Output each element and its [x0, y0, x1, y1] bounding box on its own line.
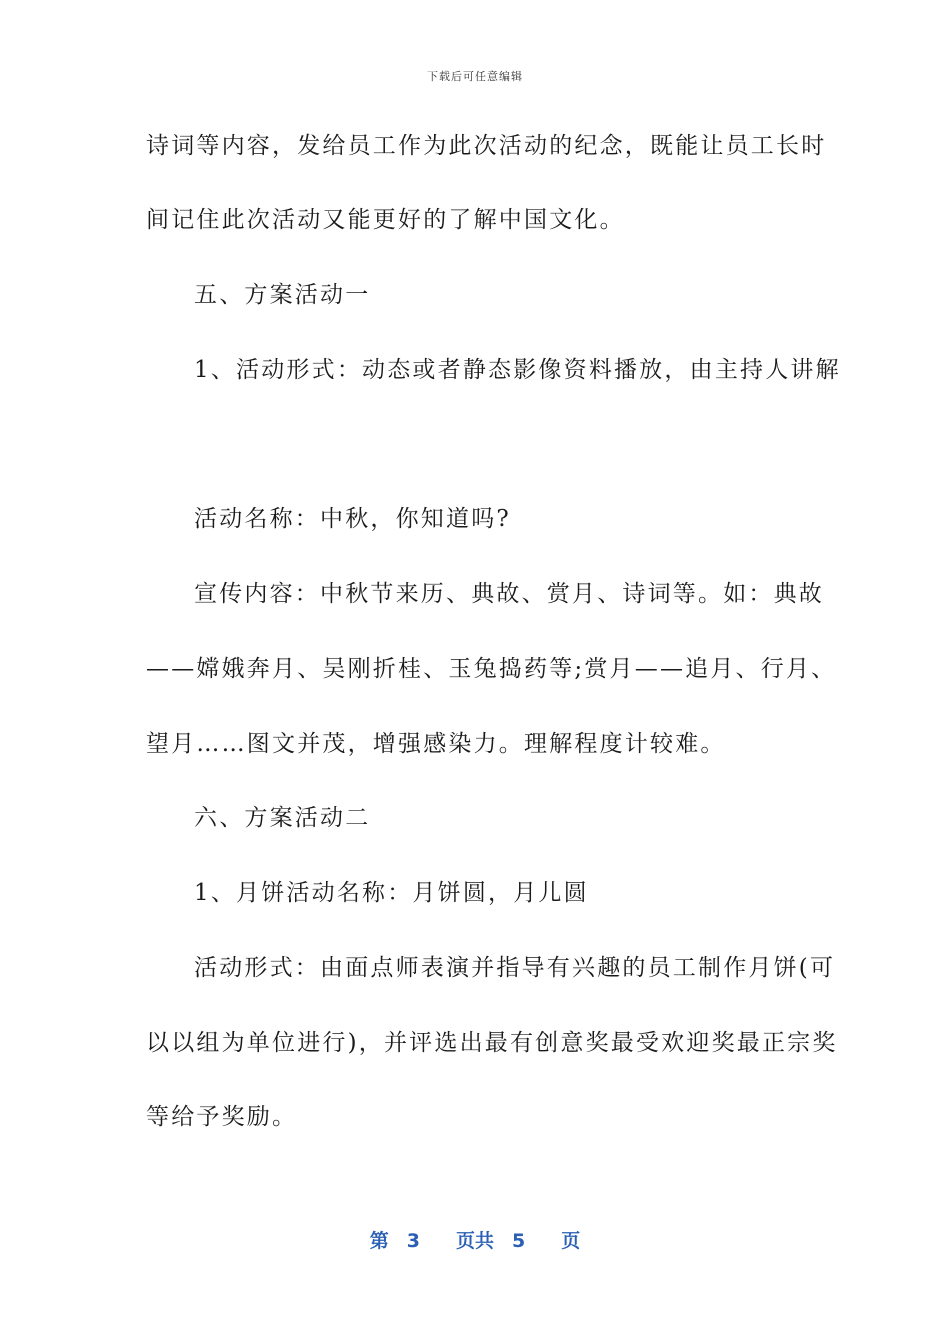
body-line-promo-content: 宣传内容：中秋节来历、典故、赏月、诗词等。如：典故 — [194, 581, 824, 607]
page-footer — [0, 1226, 950, 1253]
body-line-activity-form-2: 活动形式：由面点师表演并指导有兴趣的员工制作月饼(可 — [194, 955, 836, 981]
body-line-promo-content-cont-1: ——嫦娥奔月、吴刚折桂、玉兔捣药等;赏月——追月、行月、 — [146, 656, 837, 682]
body-line-2: 间记住此次活动又能更好的了解中国文化。 — [146, 207, 625, 233]
page-label-suffix: 页 — [561, 1230, 581, 1252]
body-line-activity-form-1: 1、活动形式：动态或者静态影像资料播放，由主持人讲解 — [194, 357, 841, 383]
section-heading-5: 五、方案活动一 — [194, 282, 371, 308]
body-line-mooncake-name: 1、月饼活动名称：月饼圆，月儿圆 — [194, 880, 589, 906]
page-label-prefix: 第 — [369, 1230, 389, 1252]
body-line-activity-form-2-cont-2: 等给予奖励。 — [146, 1104, 298, 1130]
body-line-activity-name-1: 活动名称：中秋，你知道吗? — [194, 506, 511, 532]
body-line-activity-form-2-cont-1: 以以组为单位进行)，并评选出最有创意奖最受欢迎奖最正宗奖 — [146, 1030, 838, 1056]
current-page-number: 3 — [406, 1230, 420, 1252]
body-line-promo-content-cont-2: 望月……图文并茂，增强感染力。理解程度计较难。 — [146, 731, 726, 757]
section-heading-6: 六、方案活动二 — [194, 805, 371, 831]
header-note: 下载后可任意编辑 — [427, 70, 523, 83]
page-label-mid: 页共 — [455, 1230, 494, 1252]
body-line-1: 诗词等内容，发给员工作为此次活动的纪念，既能让员工长时 — [146, 133, 827, 159]
total-pages-number: 5 — [512, 1230, 526, 1252]
